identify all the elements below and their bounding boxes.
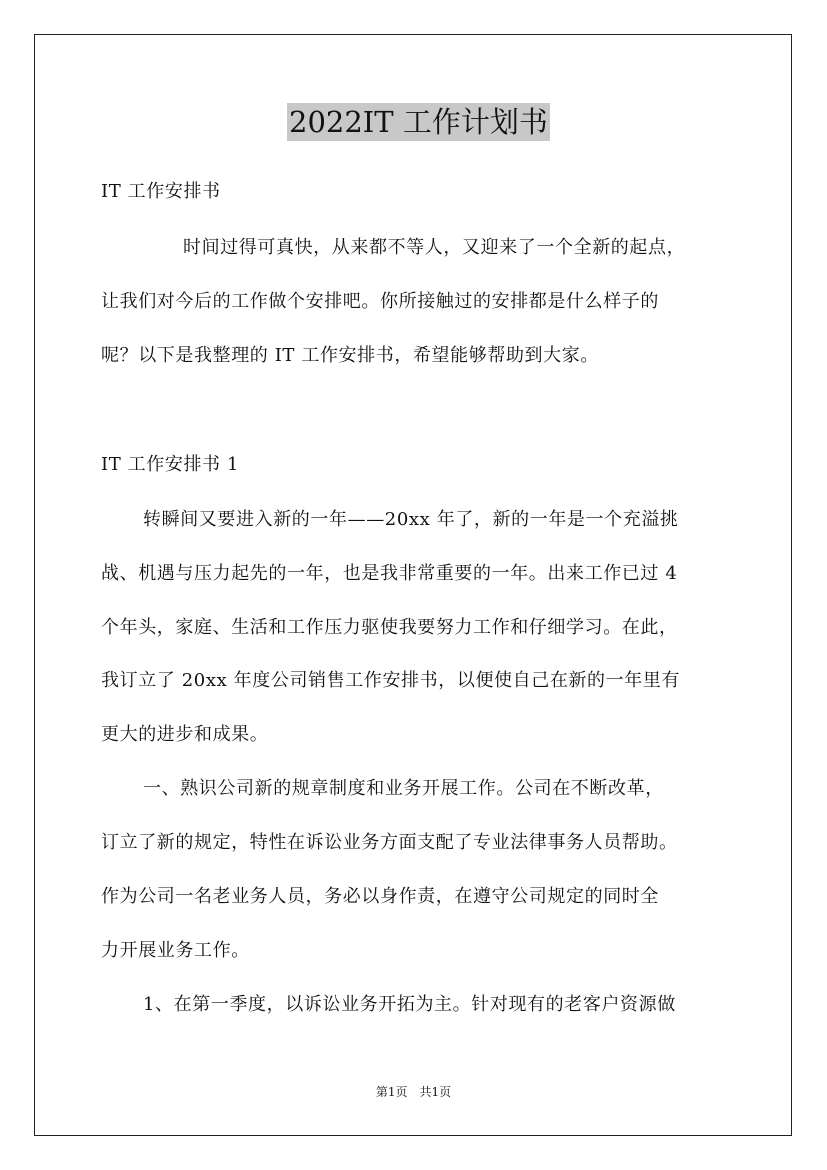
paragraph-line: 订立了新的规定，特性在诉讼业务方面支配了专业法律事务人员帮助。 [101,832,678,853]
paragraph-line: 转瞬间又要进入新的一年——20xx 年了，新的一年是一个充溢挑 [143,509,679,530]
paragraph-line: 力开展业务工作。 [101,940,250,961]
page-footer: 第1页 共1页 [375,1085,452,1099]
paragraph-line: 作为公司一名老业务人员，务必以身作责，在遵守公司规定的同时全 [101,886,659,907]
section-heading: IT 工作安排书 1 [101,454,240,475]
section-heading: IT 工作安排书 [101,181,221,202]
paragraph-line: 呢？以下是我整理的 IT 工作安排书，希望能够帮助到大家。 [101,345,599,366]
paragraph-line: 战、机遇与压力起先的一年，也是我非常重要的一年。出来工作已过 4 [101,563,678,584]
document-title: 2022IT 工作计划书 [289,105,548,139]
paragraph-line: 更大的进步和成果。 [101,724,269,745]
paragraph-line: 让我们对今后的工作做个安排吧。你所接触过的安排都是什么样子的 [101,291,659,312]
paragraph-line: 一、熟识公司新的规章制度和业务开展工作。公司在不断改革， [143,778,664,799]
paragraph-line: 1、在第一季度，以诉讼业务开拓为主。针对现有的老客户资源做 [143,994,676,1015]
paragraph-line: 时间过得可真快，从来都不等人，又迎来了一个全新的起点， [183,237,686,258]
paragraph-line: 个年头，家庭、生活和工作压力驱使我要努力工作和仔细学习。在此， [101,617,678,638]
paragraph-line: 我订立了 20xx 年度公司销售工作安排书，以便使自己在新的一年里有 [101,670,681,691]
